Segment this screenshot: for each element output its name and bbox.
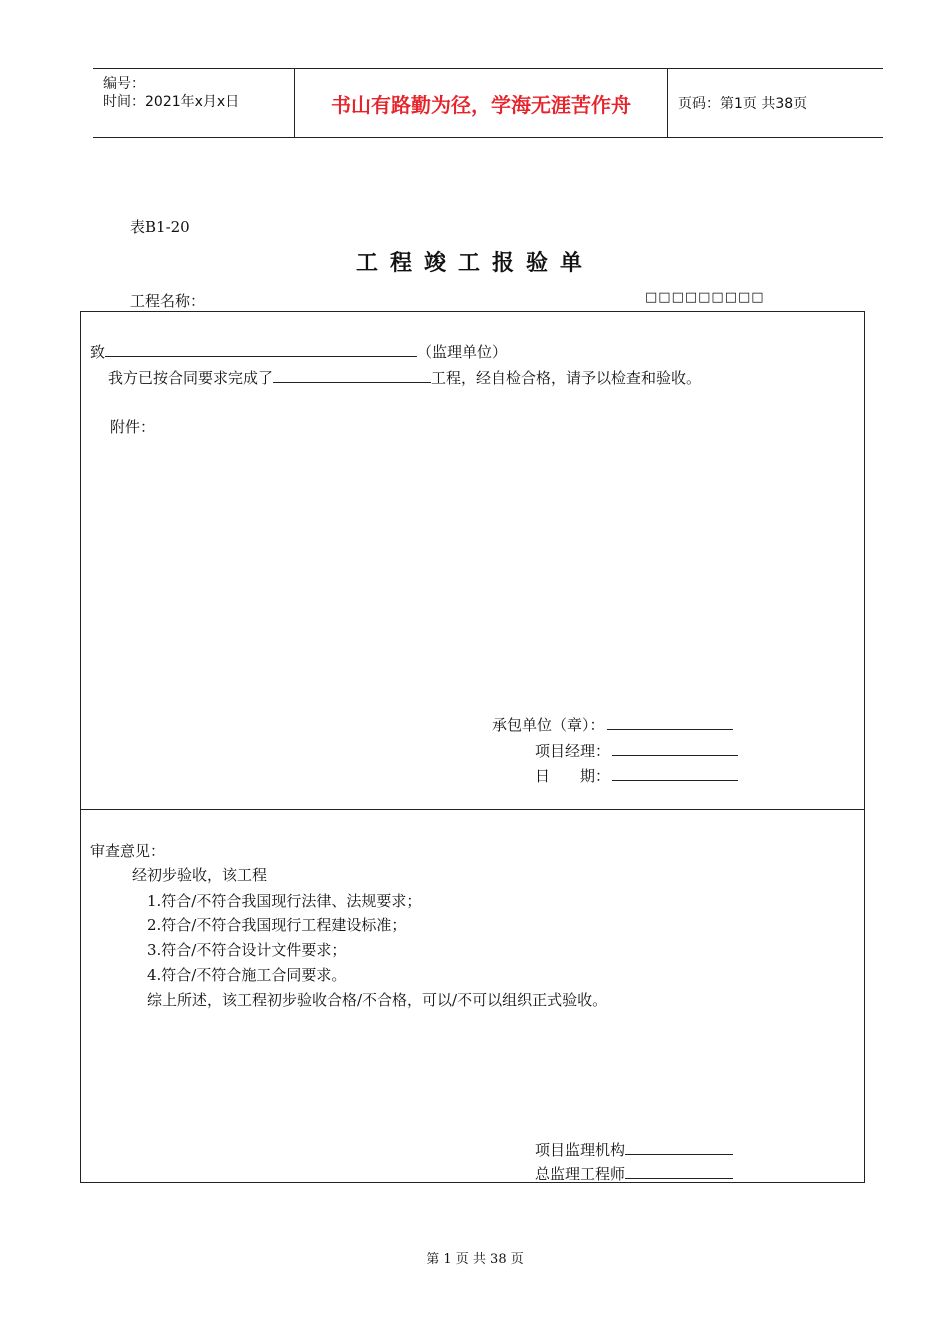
header-table <box>93 68 883 138</box>
form-title: 工程竣工报验单 <box>355 250 594 276</box>
header-meta-cell <box>93 69 295 137</box>
form-frame <box>80 311 865 1183</box>
review-item-3: 3.符合/不符合设计文件要求； <box>147 941 347 959</box>
review-conclusion: 综上所述，该工程初步验收合格/不合格，可以/不可以组织正式验收。 <box>147 991 608 1009</box>
review-label: 审查意见： <box>90 842 166 860</box>
completion-statement <box>108 367 701 388</box>
doc-time: 时间：2021年x月x日 <box>103 94 240 110</box>
review-item-2: 2.符合/不符合我国现行工程建设标准； <box>147 916 407 934</box>
review-intro: 经初步验收，该工程 <box>132 866 268 884</box>
contractor-label: 承包单位（章）： <box>492 716 605 734</box>
review-item-4: 4.符合/不符合施工合同要求。 <box>147 966 347 984</box>
header-page-info: 页码：第1页 共38页 <box>678 96 808 112</box>
project-blank[interactable] <box>273 368 431 383</box>
contractor-blank[interactable] <box>607 715 733 730</box>
supervision-org-label: 项目监理机构 <box>535 1141 626 1159</box>
manager-label: 项目经理： <box>535 742 611 760</box>
chief-engineer-blank[interactable] <box>625 1164 733 1179</box>
manager-line <box>535 740 738 761</box>
manager-blank[interactable] <box>612 741 738 756</box>
date-line <box>535 765 738 786</box>
addressee-line <box>90 341 507 362</box>
chief-engineer-label: 总监理工程师 <box>535 1165 626 1183</box>
date-blank[interactable] <box>612 766 738 781</box>
date-label: 日 期： <box>535 767 611 785</box>
serial-number-boxes: □□□□□□□□□ <box>645 290 765 305</box>
statement-suffix: 工程，经自检合格，请予以检查和验收。 <box>431 369 702 387</box>
supervision-org-blank[interactable] <box>625 1140 733 1155</box>
contractor-line <box>492 714 733 735</box>
statement-prefix: 我方已按合同要求完成了 <box>108 369 274 387</box>
review-item-1: 1.符合/不符合我国现行法律、法规要求； <box>147 892 422 910</box>
project-name-label: 工程名称： <box>130 292 206 310</box>
form-code: 表B1-20 <box>130 218 190 236</box>
to-prefix: 致 <box>90 343 106 361</box>
doc-number-label: 编号： <box>103 76 145 92</box>
to-suffix: （监理单位） <box>417 343 508 361</box>
header-slogan: 书山有路勤为径，学海无涯苦作舟 <box>295 69 668 137</box>
supervision-org-line <box>535 1139 733 1160</box>
supervisor-unit-blank[interactable] <box>105 342 417 357</box>
page-footer: 第 1 页 共 38 页 <box>426 1252 524 1267</box>
attachment-label: 附件： <box>110 418 156 436</box>
chief-engineer-line <box>535 1163 733 1184</box>
section-divider <box>80 809 865 810</box>
